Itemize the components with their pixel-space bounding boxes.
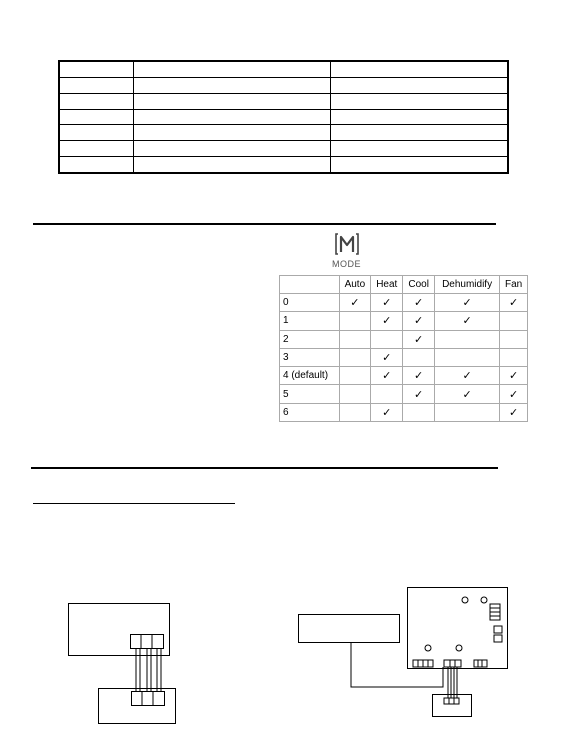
checkmark-icon: ✓ bbox=[350, 297, 360, 310]
checkmark-icon: ✓ bbox=[462, 315, 472, 328]
checkmark-icon: ✓ bbox=[414, 297, 424, 310]
mode-setting-label: 0 bbox=[280, 294, 340, 312]
checkmark-icon: ✓ bbox=[462, 388, 472, 401]
checkmark-icon: ✓ bbox=[462, 297, 472, 310]
checkmark-icon: ✓ bbox=[414, 315, 424, 328]
mode-label: MODE bbox=[332, 259, 361, 269]
checkmark-icon: ✓ bbox=[414, 370, 424, 383]
mode-column-header: Cool bbox=[403, 276, 435, 294]
checkmark-icon: ✓ bbox=[382, 351, 392, 364]
checkmark-icon: ✓ bbox=[382, 297, 392, 310]
checkmark-icon: ✓ bbox=[414, 388, 424, 401]
mode-column-header: Fan bbox=[500, 276, 528, 294]
checkmark-icon: ✓ bbox=[509, 370, 519, 383]
mode-setting-label: 4 (default) bbox=[280, 367, 340, 385]
checkmark-icon: ✓ bbox=[414, 333, 424, 346]
mode-column-header: Dehumidify bbox=[434, 276, 499, 294]
checkmark-icon: ✓ bbox=[462, 370, 472, 383]
mode-setting-label: 6 bbox=[280, 403, 340, 421]
mode-setting-label: 1 bbox=[280, 312, 340, 330]
checkmark-icon: ✓ bbox=[509, 388, 519, 401]
checkmark-icon: ✓ bbox=[382, 370, 392, 383]
checkmark-icon: ✓ bbox=[509, 297, 519, 310]
checkmark-icon: ✓ bbox=[382, 406, 392, 419]
mode-column-header: Auto bbox=[339, 276, 371, 294]
mode-setting-label: 3 bbox=[280, 348, 340, 366]
checkmark-icon: ✓ bbox=[382, 315, 392, 328]
mode-setting-label: 2 bbox=[280, 330, 340, 348]
checkmark-icon: ✓ bbox=[509, 406, 519, 419]
mode-setting-label: 5 bbox=[280, 385, 340, 403]
mode-column-header: Heat bbox=[371, 276, 403, 294]
